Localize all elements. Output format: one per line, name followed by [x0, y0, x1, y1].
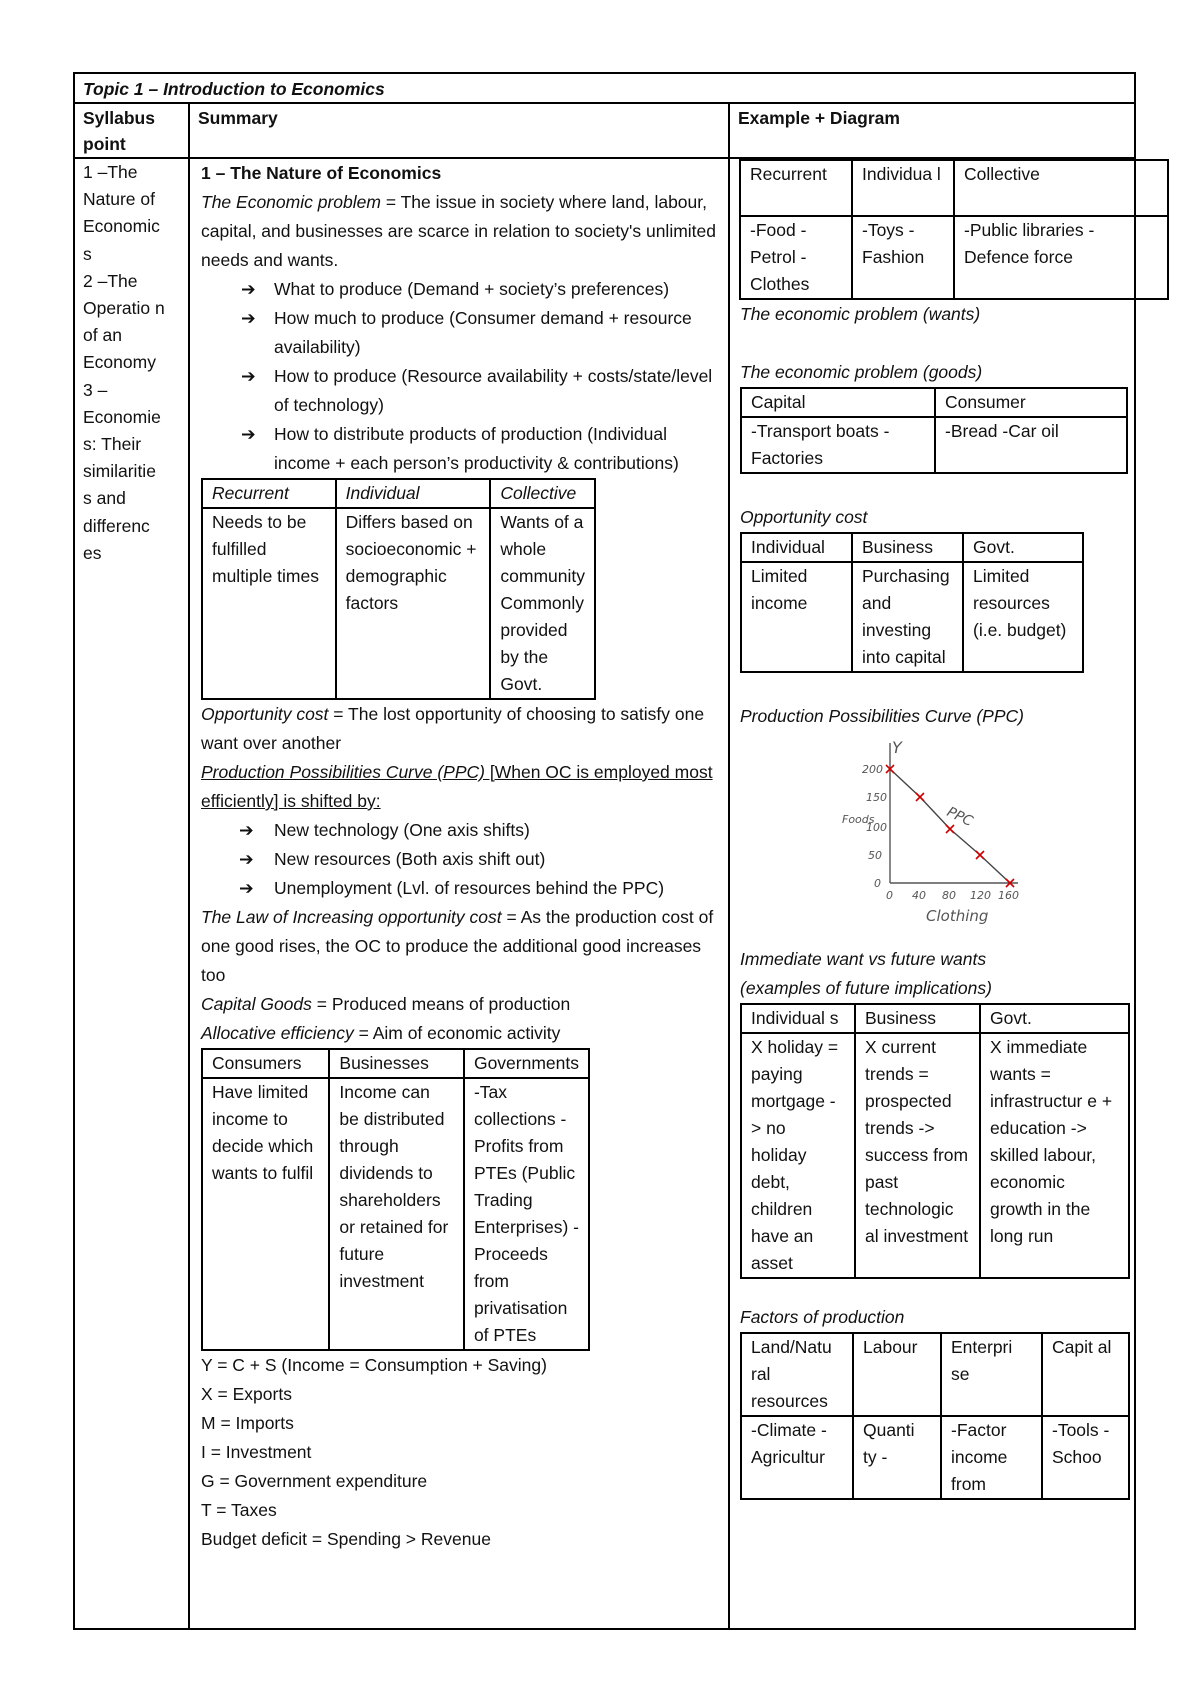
y-tick: 200: [862, 763, 883, 776]
summary-column: [188, 159, 728, 1630]
formula: G = Government expenditure: [201, 1471, 428, 1491]
table-cell: X current trends = prospected trends -> success from past technologic al investment: [855, 1033, 980, 1278]
x-label: Clothing: [926, 907, 989, 925]
table-cell: -Tax collections -Profits from PTEs (Public Trading Enterprises) -Proceeds from privatisation of PTEs: [464, 1078, 589, 1350]
notes-page: [73, 72, 1136, 1630]
table-header: Collective: [954, 160, 1168, 216]
table-header: Individual: [741, 533, 852, 562]
y-label: Foods: [842, 813, 875, 826]
summary-heading: 1 – The Nature of Economics: [201, 163, 442, 183]
table-cell: Needs to be fulfilled multiple times: [202, 508, 336, 699]
table-cell: -Transport boats -Factories: [741, 417, 935, 473]
arrow-icon: ➔: [239, 878, 254, 898]
oc-definition: Opportunity cost = The lost opportunity of choosing to satisfy one want over another: [201, 704, 705, 753]
list-item: ➔ How much to produce (Consumer demand + resource availability): [201, 304, 718, 362]
syllabus-point: 3 – Economie s: Their similaritie s and differenc es: [83, 379, 161, 563]
arrow-icon: ➔: [241, 424, 256, 444]
ppc-caption: Production Possibilities Curve (PPC): [740, 706, 1024, 726]
law-definition: The Law of Increasing opportunity cost = As the production cost of one good rises, the OC to produce the additional good increases too: [201, 907, 714, 985]
formula: X = Exports: [201, 1384, 292, 1404]
formula: M = Imports: [201, 1413, 294, 1433]
y-tick: 100: [866, 821, 887, 834]
arrow-icon: ➔: [241, 279, 256, 299]
table-header: Individual s: [741, 1004, 855, 1033]
x-tick: 120: [970, 889, 991, 902]
table-header: Enterpri se: [941, 1333, 1042, 1416]
table-cell: -Tools - Schoo: [1042, 1416, 1129, 1499]
table-cell: -Climate - Agricultur: [741, 1416, 853, 1499]
table-cell: -Food -Petrol -Clothes: [740, 216, 852, 299]
wants-caption: The economic problem (wants): [740, 304, 981, 324]
oc-table: [740, 532, 1084, 673]
table-cell: Income can be distributed through dividends to shareholders or retained for future investment: [329, 1078, 464, 1350]
table-header: Business: [852, 533, 963, 562]
alloc-definition: Allocative efficiency = Aim of economic activity: [201, 1023, 561, 1043]
syllabus-point: 1 –The Nature of Economic s: [83, 162, 160, 264]
syllabus-column: [75, 159, 188, 1630]
table-header: Govt.: [980, 1004, 1129, 1033]
table-cell: -Factor income from: [941, 1416, 1042, 1499]
goods-table: [740, 387, 1128, 474]
table-header: Consumers: [202, 1049, 329, 1078]
table-cell: X holiday = paying mortgage -> no holiday debt, children have an asset: [741, 1033, 855, 1278]
table-cell: Have limited income to decide which wants to fulfil: [202, 1078, 329, 1350]
table-header: Individua l: [852, 160, 954, 216]
table-cell: Quanti ty -: [853, 1416, 941, 1499]
x-tick: 0: [886, 889, 893, 902]
y-tick: 150: [866, 791, 887, 804]
econ-problem-definition: [201, 188, 718, 275]
immediate-caption: Immediate want vs future wants: [740, 949, 987, 969]
syllabus-point: 2 –The Operatio n of an Economy: [83, 270, 165, 373]
wants-table: [739, 159, 1169, 300]
topic-title: Topic 1 – Introduction to Economics: [75, 74, 1134, 104]
table-cell: -Bread -Car oil: [935, 417, 1127, 473]
table-header: Govt.: [963, 533, 1083, 562]
oc-caption: Opportunity cost: [740, 507, 868, 527]
term: The Economic problem: [201, 192, 381, 212]
arrow-icon: ➔: [239, 820, 254, 840]
table-header: Land/Natu ral resources: [741, 1333, 853, 1416]
table-header: Recurrent: [202, 479, 336, 508]
definition: = The issue in society where land, labour, capital, and businesses are scarce in relation to society's unlimited needs and wants.: [201, 192, 716, 270]
formula: T = Taxes: [201, 1500, 277, 1520]
ppc-sketch: [840, 735, 1040, 945]
table-header: Capit al: [1042, 1333, 1129, 1416]
y-tick: 0: [874, 877, 881, 890]
table-cell: X immediate wants = infrastructur e + education -> skilled labour, economic growth in the long run: [980, 1033, 1129, 1278]
table-cell: Wants of a whole community Commonly provided by the Govt.: [490, 508, 595, 699]
allocative-table: [201, 1048, 590, 1351]
ppc-point: [916, 793, 924, 801]
content-row: [75, 159, 1134, 1630]
ppc-point: [976, 851, 984, 859]
ppc-definition: Production Possibilities Curve (PPC) [When OC is employed most efficiently] is shifted by:: [201, 762, 713, 811]
table-header: Individual: [336, 479, 491, 508]
table-cell: -Public libraries -Defence force: [954, 216, 1168, 299]
list-item: ➔ New technology (One axis shifts): [201, 816, 718, 845]
header-syllabus: Syllabus point: [83, 108, 155, 154]
goods-caption: The economic problem (goods): [740, 362, 983, 382]
needs-table: [201, 478, 596, 700]
example-column: [728, 159, 1136, 1630]
factors-caption: Factors of production: [740, 1307, 905, 1327]
immediate-caption-sub: (examples of future implications): [740, 978, 992, 998]
table-header: Businesses: [329, 1049, 464, 1078]
ppc-curve: [890, 769, 1010, 883]
formula: Budget deficit = Spending > Revenue: [201, 1529, 491, 1549]
ppc-point: [946, 825, 954, 833]
table-cell: Limited income: [741, 562, 852, 672]
table-header: Consumer: [935, 388, 1127, 417]
header-summary: Summary: [188, 104, 728, 159]
x-tick: 40: [912, 889, 926, 902]
x-tick: 160: [998, 889, 1019, 902]
table-header: Collective: [490, 479, 595, 508]
y-tick: 50: [868, 849, 882, 862]
table-header: Labour: [853, 1333, 941, 1416]
immediate-table: [740, 1003, 1130, 1279]
ppc-diagram: [840, 735, 1040, 945]
table-cell: Limited resources (i.e. budget): [963, 562, 1083, 672]
list-item: ➔ Unemployment (Lvl. of resources behind the PPC): [201, 874, 718, 903]
factors-table: [740, 1332, 1130, 1500]
table-cell: -Toys -Fashion: [852, 216, 954, 299]
list-item: ➔ What to produce (Demand + society’s preferences): [201, 275, 718, 304]
header-example: Example + Diagram: [728, 104, 1136, 159]
table-header: Governments: [464, 1049, 589, 1078]
arrow-icon: ➔: [241, 366, 256, 386]
capital-definition: Capital Goods = Produced means of production: [201, 994, 571, 1014]
formula: I = Investment: [201, 1442, 312, 1462]
table-header: Capital: [741, 388, 935, 417]
formula: Y = C + S (Income = Consumption + Saving): [201, 1355, 547, 1375]
curve-label: PPC: [944, 804, 976, 830]
table-header: Business: [855, 1004, 980, 1033]
list-item: ➔ New resources (Both axis shift out): [201, 845, 718, 874]
x-tick: 80: [942, 889, 956, 902]
list-item: ➔ How to distribute products of production (Individual income + each person’s productivity & contributions): [201, 420, 718, 478]
table-cell: Differs based on socioeconomic + demographic factors: [336, 508, 491, 699]
list-item: ➔ How to produce (Resource availability + costs/state/level of technology): [201, 362, 718, 420]
arrow-icon: ➔: [241, 308, 256, 328]
arrow-icon: ➔: [239, 849, 254, 869]
table-cell: Purchasing and investing into capital: [852, 562, 963, 672]
table-header: Recurrent: [740, 160, 852, 216]
econ-questions-list: [201, 275, 718, 478]
ppc-shifts-list: [201, 816, 718, 903]
header-row: [75, 104, 1134, 159]
y-axis-letter: Y: [892, 738, 902, 757]
